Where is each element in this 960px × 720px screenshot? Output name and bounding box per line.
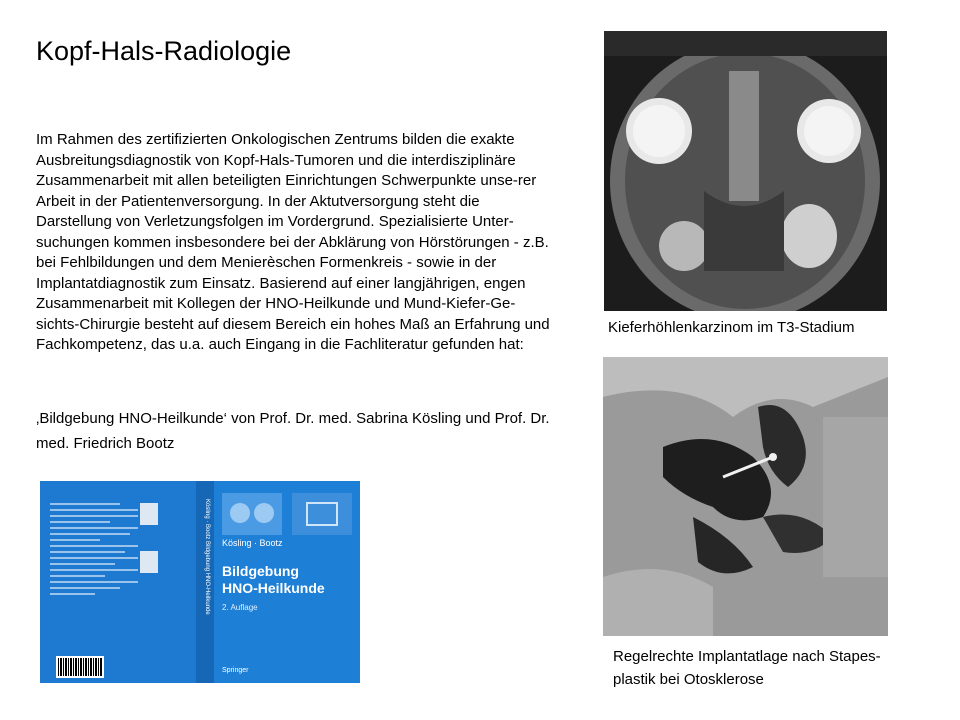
book-citation: ‚Bildgebung HNO-Heilkunde‘ von Prof. Dr. med. Sabrina Kösling und Prof. Dr. med. Friedrich Bootz [36,410,550,452]
back-cover-text-lines [50,503,138,599]
book-title-line-2: HNO-Heilkunde [222,580,325,596]
cover-artwork [222,493,352,535]
ct-illustration [603,357,888,636]
book-title-line-1: Bildgebung [222,563,299,579]
author-photo-2 [140,551,158,573]
page-title: Kopf-Hals-Radiologie [36,36,292,66]
book-publisher: Springer [222,667,249,674]
ct-image [603,357,888,636]
book-title [222,563,325,597]
mri-image [604,31,887,311]
mri-caption: Kieferhöhlenkarzinom im T3-Stadium [608,319,855,336]
intro-paragraph: Im Rahmen des zertifizierten Onkologischen Zentrums bilden die exakte Ausbreitungsdiagnostik von Kopf-Hals-Tumoren und die interdisziplinäre Zusammenarbeit mit allen beteiligten Einrichtungen Schwerpunkte unse-rer Arbeit in der Patientenversorgung. In der Aktutversorgung steht die Darstellung von Verletzungsfolgen im Vordergrund. Spezialisierte Unter-suchungen kommen insbesondere bei der Abklärung von Hörstörungen - z.B. bei Fehlbildungen und dem Menierèschen Formenkreis - sowie in der Implantatdiagnostik zum Einsatz. Basierend auf einer langjährigen, engen Zusammenarbeit mit Kollegen der HNO-Heilkunde und Mund-Kiefer-Ge-sichts-Chirurgie besteht auf diesem Bereich ein hohes Maß an Erfahrung und Fachkompetenz, das u.a. auch Eingang in die Fachliteratur gefunden hat: [36,131,550,353]
ct-caption: Regelrechte Implantatlage nach Stapes-plastik bei Otosklerose [613,648,881,688]
book-authors: Kösling · Bootz [222,538,283,548]
book-back-cover [40,481,196,683]
book-cover [40,481,360,683]
mri-illustration [604,31,887,311]
body-text [36,130,556,376]
spine-text: Kösling · Bootz Bildgebung HNO-Heilkunde [204,499,210,615]
author-photo-1 [140,503,158,525]
book-edition: 2. Auflage [222,603,258,612]
barcode [56,656,104,678]
